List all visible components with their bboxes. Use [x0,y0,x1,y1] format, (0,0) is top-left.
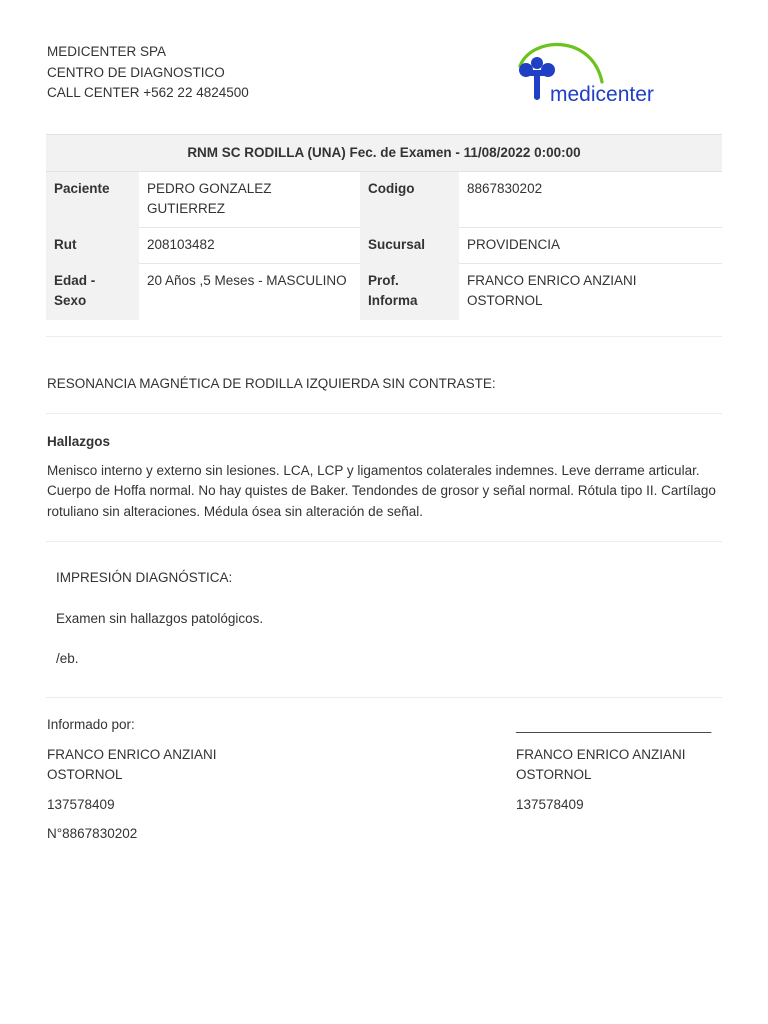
age-sex-value: 20 Años ,5 Meses - MASCULINO [147,273,347,288]
doctor-name: FRANCO ENRICO ANZIANI OSTORNOL [47,747,217,783]
table-row [46,264,722,320]
reporting-prof-value: FRANCO ENRICO ANZIANI OSTORNOL [467,273,637,308]
study-title: RESONANCIA MAGNÉTICA DE RODILLA IZQUIERDA SIN CONTRASTE: [47,376,496,391]
reporting-prof-label: Prof. Informa [360,264,459,320]
branch-label: Sucursal [360,228,459,264]
code-label: Codigo [360,172,459,228]
code-value: 8867830202 [459,172,722,228]
doctor-id: 137578409 [47,797,115,812]
informed-by-label: Informado por: [47,717,135,732]
signature-line: __________________________ [516,718,712,733]
exam-info-table [46,134,722,320]
report-number: N°8867830202 [47,826,138,841]
findings-text: Menisco interno y externo sin lesiones. LCA, LCP y ligamentos colaterales indemnes. Leve derrame articular. Cuerpo de Hoffa normal. No hay quistes de Baker. Tendondes de grosor y señal normal. Rótula tipo II. Cartílago rotuliano sin alteraciones. Médula ósea sin alteración de señal. [47,463,716,519]
age-sex-label: Edad - Sexo [46,264,139,320]
table-row [46,228,722,264]
rut-value: 208103482 [139,228,360,264]
exam-title: RNM SC RODILLA (UNA) Fec. de Examen - 11/08/2022 0:00:00 [46,135,722,172]
initials: /eb. [56,651,79,666]
table-row [46,172,722,228]
findings-heading: Hallazgos [47,434,111,449]
center-name: CENTRO DE DIAGNOSTICO [47,64,225,80]
patient-value: PEDRO GONZALEZ GUTIERREZ [139,172,360,228]
patient-label: Paciente [46,172,139,228]
signer-id: 137578409 [516,797,584,812]
divider [46,541,722,542]
medicenter-logo-icon [514,40,674,106]
logo-text: medicenter [550,83,654,106]
company-name: MEDICENTER SPA [47,44,167,59]
rut-label: Rut [46,228,139,264]
divider [46,697,722,698]
divider [46,336,722,337]
company-header [47,42,249,104]
impression-heading: IMPRESIÓN DIAGNÓSTICA: [56,570,233,585]
call-center: CALL CENTER +562 22 4824500 [47,85,249,100]
signer-name: FRANCO ENRICO ANZIANI OSTORNOL [516,747,686,783]
impression-text: Examen sin hallazgos patológicos. [56,611,264,626]
branch-value: PROVIDENCIA [459,228,722,264]
divider [46,413,722,414]
medicenter-logo [514,40,674,106]
